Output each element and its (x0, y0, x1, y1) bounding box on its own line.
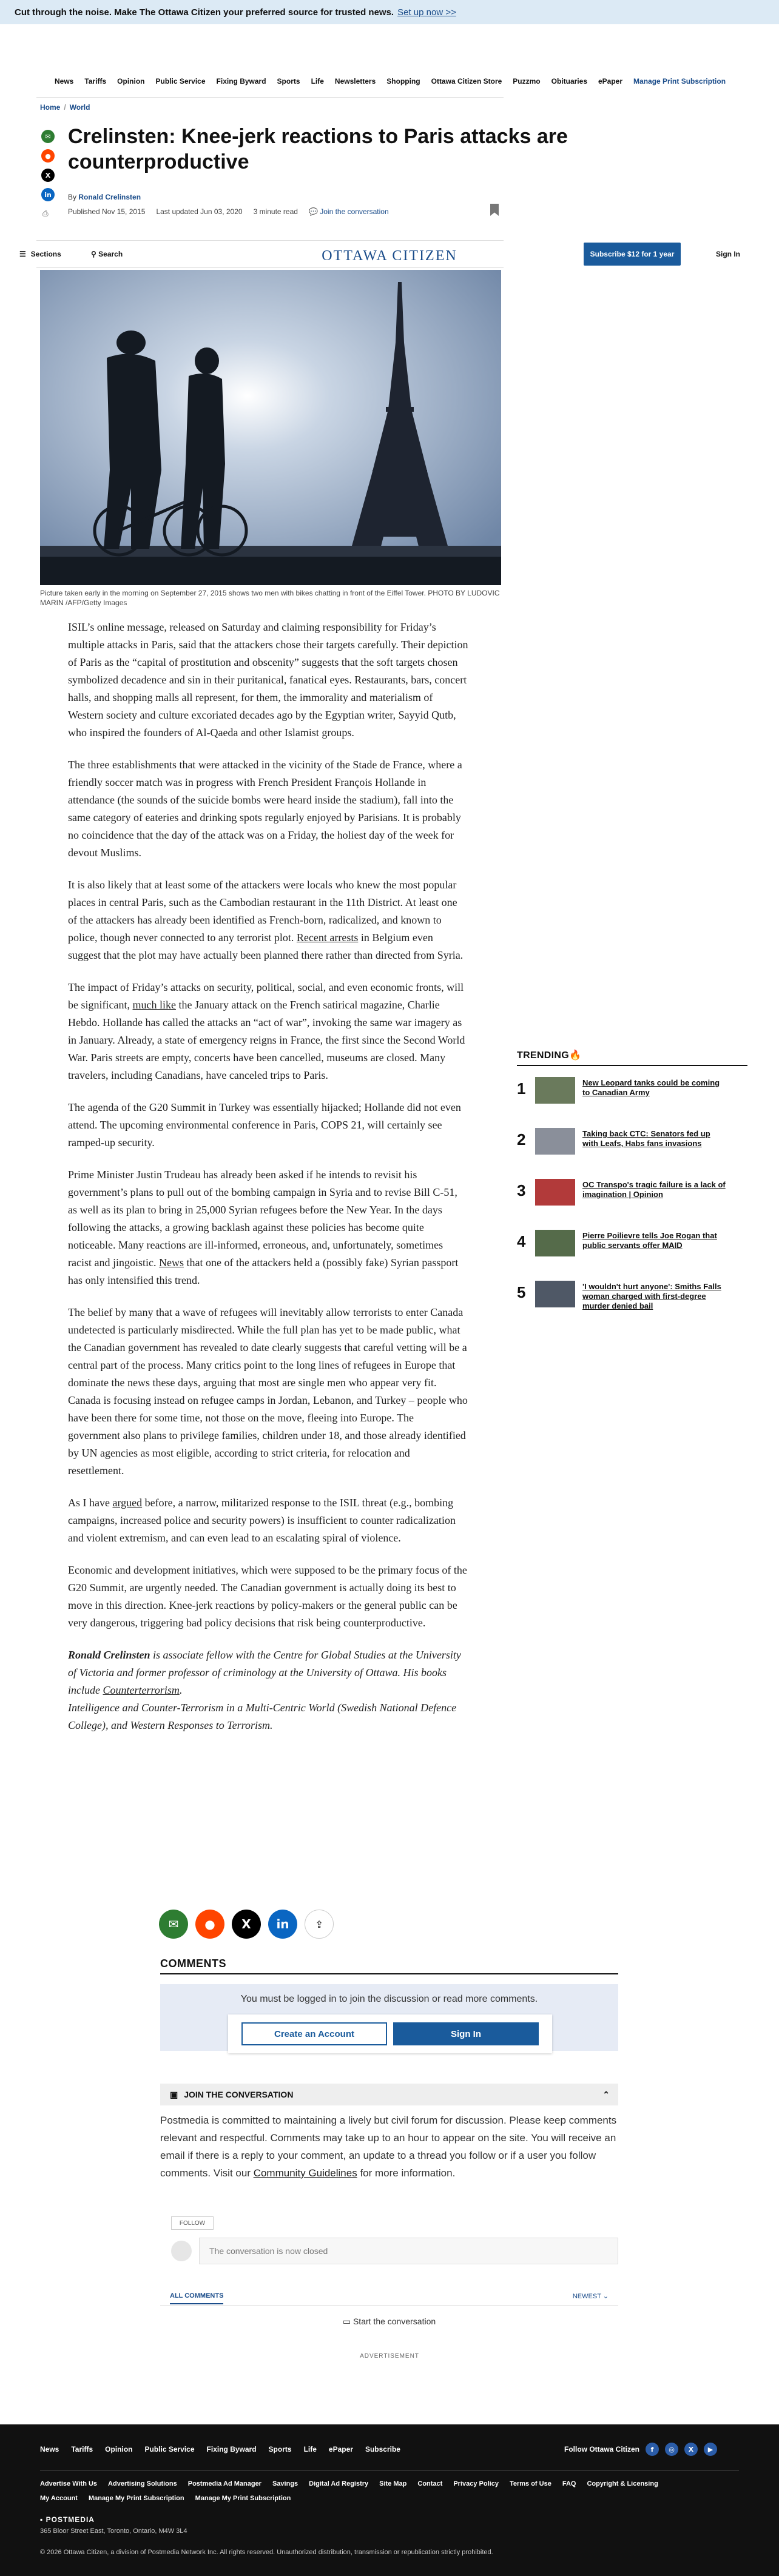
recent-arrests-link[interactable]: Recent arrests (296, 931, 359, 944)
footer-link[interactable]: Terms of Use (509, 2480, 551, 2487)
trending-item[interactable] (517, 1117, 747, 1168)
join-conversation-link[interactable]: 💬 Join the conversation (308, 207, 389, 216)
footer-links (40, 2480, 744, 2502)
paragraph: ISIL’s online message, released on Saturday and claiming responsibility for Friday’s multiple attacks in Paris, said that the attackers chose their targets carefully. Their depiction of Paris as the “capital of prostitution and obscenity” suggests that the soft targets chosen symbolized decadence and sin in their puritanical, fanatical eyes. Restaurants, bars, concert halls, and shopping malls all represent, for them, the immorality and materialism of Western society and culture excoriated decades ago by the Egyptian writer, Sayyid Qutb, who inspired the founders of Al-Qaeda and other Islamist groups. (68, 621, 468, 739)
trending-number: 4 (517, 1232, 526, 1250)
nav-item[interactable]: Ottawa Citizen Store (431, 77, 502, 86)
create-account-button[interactable]: Create an Account (241, 2022, 387, 2045)
author-bio: Ronald Crelinsten is associate fellow with the Centre for Global Studies at the University of Victoria and former professor of criminology at the University of Ottawa. His books include Counterterrorism. Intelligence and Counter-Terrorism in a Multi-Centric World (Swedish National Defence College), and Western Responses to Terrorism. (68, 1649, 461, 1731)
footer-nav-item[interactable]: ePaper (328, 2445, 353, 2454)
breadcrumb (40, 103, 90, 112)
footer-nav-item[interactable]: Tariffs (71, 2445, 93, 2454)
footer-link[interactable]: Advertise With Us (40, 2480, 98, 2487)
read-time: 3 minute read (253, 207, 298, 216)
community-guidelines-link[interactable]: Community Guidelines (253, 2167, 357, 2179)
site-header-bar (0, 241, 779, 267)
footer-nav (40, 2445, 400, 2454)
main-nav (0, 67, 779, 96)
paragraph: The agenda of the G20 Summit in Turkey was essentially hijacked; Hollande did not even attend. The upcoming environmental conference in Paris, COPS 21, will certainly see ramped-up security. (68, 1101, 461, 1149)
footer-link[interactable]: My Account (40, 2495, 78, 2502)
divider (40, 2470, 739, 2471)
trending-item[interactable] (517, 1270, 747, 1321)
trending-thumbnail (535, 1230, 575, 1256)
login-prompt (160, 1984, 618, 2051)
linkedin-share-icon[interactable]: in (41, 188, 55, 201)
paragraph: The belief by many that a wave of refugees will inevitably allow terrorists to enter Canada undetected is particularly misdirected. While the full plan has yet to be made public, what the Canadian government has revealed to date clearly suggests that careful vetting will be a central part of the process. Many critics point to the long lines of refugees in Europe that dominate the news these days, arguing that most are single men who appear very fit. Canada is focusing instead on refugee camps in Jordan, Lebanon, and Turkey – people who have been there for some time, not those on the move, fleeing into Europe. The government also plans to privilege families, children under 18, and those already identified by UN agencies as most eligible, according to strict criteria, for relocation and resettlement. (68, 1306, 468, 1477)
reddit-share-icon[interactable]: ● (41, 149, 55, 163)
footer-link[interactable]: Postmedia Ad Manager (187, 2480, 261, 2487)
login-buttons (228, 2014, 552, 2053)
trending-number: 1 (517, 1079, 526, 1098)
x-share-icon[interactable]: X (232, 1910, 261, 1939)
nav-item[interactable]: Fixing Byward (216, 77, 266, 86)
community-notice: Postmedia is committed to maintaining a lively but civil forum for discussion. Please keep comments relevant and respectful. Comments may take up to an hour to appear on the site. You will receive an email if there is a reply to your comment, an update to a thread you follow or if a user you follow comments. Visit our Community Guidelines for more information. (160, 2115, 617, 2179)
nav-item[interactable]: Tariffs (84, 77, 107, 86)
comment-icon: ▣ (170, 2089, 178, 2099)
comments-sign-in-button[interactable]: Sign In (393, 2022, 539, 2045)
trending-item[interactable] (517, 1168, 747, 1219)
trending-number: 5 (517, 1283, 526, 1301)
linkedin-share-icon[interactable]: in (268, 1910, 297, 1939)
trending-headline[interactable]: OC Transpo's tragic failure is a lack of imagination | Opinion (582, 1180, 726, 1199)
trending-widget (517, 1049, 747, 1321)
breadcrumb-separator: / (64, 103, 66, 112)
comment-icon: 💬 (308, 207, 318, 216)
email-share-icon[interactable]: ✉ (159, 1910, 188, 1939)
byline-prefix: By (68, 193, 77, 201)
nav-item[interactable]: News (55, 77, 74, 86)
join-title: JOIN THE CONVERSATION (184, 2090, 294, 2099)
nav-manage-subscription[interactable]: Manage Print Subscription (633, 77, 726, 86)
author-link[interactable]: Ronald Crelinsten (78, 193, 141, 201)
avatar (171, 2241, 192, 2261)
search-icon: ⚲ (91, 250, 96, 258)
paragraph: Prime Minister Justin Trudeau has already been asked if he intends to revisit his government’s plans to pull out of the bombing campaign in Syria and to revise Bill C-51, as well as its plan to bring in 25,000 Syrian refugees before the New Year. In the days following the attacks, a growing backlash against these policies has become quite noticeable. Many reactions are ill-informed, erroneous, and, unfortunately, sometimes racist and jingoistic. News that one of the attackers held a (possibly fake) Syrian passport has only intensified this trend. (68, 1169, 459, 1286)
email-share-icon[interactable]: ✉ (41, 130, 55, 143)
banner-setup-link[interactable]: Set up now >> (397, 7, 456, 18)
trending-headline[interactable]: Pierre Poilievre tells Joe Rogan that public servants offer MAID (582, 1231, 717, 1250)
footer-link[interactable]: Manage My Print Subscription (195, 2495, 291, 2502)
news-link[interactable]: News (158, 1256, 184, 1269)
divider (36, 97, 504, 98)
paragraph: The three establishments that were attacked in the vicinity of the Stade de France, where a friendly soccer match was in progress with French President François Hollande in attendance (the sounds of the suicide bombs were heard inside the stadium), fall into the same category of eateries and drinking spots regularly enjoyed by Parisians. It is probably no coincidence that the day of the attack was on a Friday, the holiest day of the week for devout Muslims. (68, 759, 462, 859)
counterterrorism-link[interactable]: Counterterrorism (103, 1684, 180, 1696)
article-title: Crelinsten: Knee-jerk reactions to Paris attacks are counterproductive (68, 125, 568, 173)
footer-link[interactable]: FAQ (562, 2480, 576, 2487)
footer-link[interactable]: Site Map (379, 2480, 407, 2487)
trending-item[interactable] (517, 1066, 747, 1117)
divider (160, 1973, 618, 1974)
byline (68, 193, 141, 201)
advertisement-label: ADVERTISEMENT (360, 2353, 419, 2360)
chevron-up-icon[interactable]: ⌃ (602, 2089, 610, 2099)
image-caption: Picture taken early in the morning on September 27, 2015 shows two men with bikes chatting in front of the Eiffel Tower. PHOTO BY LUDOVIC MARIN /AFP/Getty Images (40, 589, 500, 607)
footer-copyright: © 2026 Ottawa Citizen, a division of Postmedia Network Inc. All rights reserved. Unauthorized distribution, transmission or republication strictly prohibited. (40, 2549, 493, 2556)
footer-address: 365 Bloor Street East, Toronto, Ontario, M4W 3L4 (40, 2527, 187, 2535)
updated-date: Last updated Jun 03, 2020 (156, 207, 243, 216)
menu-icon: ☰ (19, 250, 26, 258)
follow-label: Follow Ottawa Citizen (564, 2445, 640, 2454)
footer-nav-item[interactable]: Opinion (105, 2445, 133, 2454)
postmedia-icon: ▪ (40, 2515, 44, 2524)
x-share-icon[interactable]: X (41, 169, 55, 182)
instagram-icon[interactable]: ◎ (665, 2443, 678, 2456)
chevron-down-icon: ⌄ (602, 2293, 609, 2300)
print-icon[interactable]: ⎙ (42, 209, 49, 218)
comment-icon: ▭ (342, 2316, 351, 2326)
sections-button[interactable]: ☰ Sections (19, 250, 61, 258)
trending-thumbnail (535, 1077, 575, 1104)
youtube-icon[interactable]: ▶ (704, 2443, 717, 2456)
footer-nav-item[interactable]: News (40, 2445, 59, 2454)
share-buttons (159, 1910, 334, 1939)
site-footer (0, 2424, 779, 2576)
trending-number: 2 (517, 1130, 526, 1149)
nav-item[interactable]: Obituaries (551, 77, 587, 86)
trending-thumbnail (535, 1128, 575, 1155)
banner-text: Cut through the noise. Make The Ottawa Citizen your preferred source for trusted news. (15, 7, 394, 18)
x-icon[interactable]: X (684, 2443, 698, 2456)
bookmark-icon[interactable] (490, 204, 499, 216)
comments-heading: COMMENTS (160, 1957, 226, 1970)
bio-author-name: Ronald Crelinsten (68, 1649, 150, 1661)
login-message: You must be logged in to join the discussion or read more comments. (240, 1994, 538, 2004)
footer-nav-item[interactable]: Sports (268, 2445, 292, 2454)
fire-icon: 🔥 (568, 1050, 582, 1061)
footer-link[interactable]: Savings (272, 2480, 298, 2487)
trending-headline[interactable]: New Leopard tanks could be coming to Canadian Army (582, 1078, 720, 1097)
search-button[interactable]: ⚲ Search (91, 250, 123, 258)
breadcrumb-home[interactable]: Home (40, 103, 61, 112)
footer-link[interactable]: Advertising Solutions (108, 2480, 177, 2487)
trending-headline[interactable]: 'I wouldn't hurt anyone': Smiths Falls woman charged with first-degree murder denied bail (582, 1282, 721, 1310)
nav-item[interactable]: Newsletters (334, 77, 376, 86)
top-banner (0, 0, 779, 24)
published-date: Published Nov 15, 2015 (68, 207, 146, 216)
paragraph: The impact of Friday’s attacks on security, political, social, and even economic fronts, will be significant, much like the January attack on the French satirical magazine, Charlie Hebdo. Hollande has called the attacks an “act of war”, invoking the same war imagery as in January. Already, a state of emergency reigns in France, the first since the Second World War. Paris streets are empty, concerts have been cancelled, museums are closed. Many travelers, including Canadians, have canceled trips to Paris. (68, 981, 465, 1081)
article-body (68, 619, 468, 1749)
trending-thumbnail (535, 1179, 575, 1206)
tab-all-comments[interactable]: ALL COMMENTS (170, 2292, 223, 2304)
join-conversation-bar[interactable] (160, 2084, 618, 2105)
paragraph: As I have argued before, a narrow, militarized response to the ISIL threat (e.g., bombing campaigns, increased police and security powers) is insufficient to counter radicalization and violent extremism, and can even lead to an escalating spiral of violence. (68, 1497, 456, 1544)
trending-headline[interactable]: Taking back CTC: Senators fed up with Leafs, Habs fans invasions (582, 1129, 710, 1148)
footer-nav-item[interactable]: Fixing Byward (206, 2445, 257, 2454)
comment-tabs (160, 2289, 618, 2306)
sort-newest[interactable]: NEWEST ⌄ (572, 2293, 609, 2300)
footer-link[interactable]: Manage My Print Subscription (88, 2495, 184, 2502)
paragraph: It is also likely that at least some of the attackers were locals who knew the most popular places in central Paris, such as the Cambodian restaurant in the 11th District. At least one of the attackers has already been identified as French-born, radicalized, and known to police, though never connected to any terrorist plot. Recent arrests in Belgium even suggest that the plot may have actually been planned there rather than directed from Syria. (68, 879, 464, 961)
nav-item[interactable]: Sports (277, 77, 300, 86)
nav-item[interactable]: Puzzmo (513, 77, 541, 86)
footer-link[interactable]: Contact (417, 2480, 443, 2487)
start-conversation[interactable]: ▭ Start the conversation (342, 2316, 436, 2326)
breadcrumb-world[interactable]: World (69, 103, 90, 112)
site-logo[interactable]: OTTAWA CITIZEN (322, 248, 457, 264)
subscribe-button[interactable]: Subscribe $12 for 1 year (584, 243, 681, 266)
postmedia-logo: ▪ POSTMEDIA (40, 2515, 95, 2524)
argued-link[interactable]: argued (112, 1497, 143, 1509)
article-meta (68, 207, 389, 216)
paragraph: Economic and development initiatives, which were supposed to be the primary focus of the G20 Summit, are urgently needed. The Canadian government is actually doing its best to move in this direction. Knee-jerk reactions by policy-makers or the general public can be very dangerous, triggering bad policy decisions that risk being counterproductive. (68, 1564, 467, 1629)
sign-in-link[interactable]: Sign In (716, 250, 740, 258)
trending-number: 3 (517, 1181, 526, 1199)
footer-link[interactable]: Copyright & Licensing (587, 2480, 658, 2487)
footer-link[interactable]: Privacy Policy (453, 2480, 499, 2487)
nav-item[interactable]: ePaper (598, 77, 623, 86)
nav-item[interactable]: Opinion (117, 77, 145, 86)
comment-composer (171, 2238, 618, 2264)
facebook-icon[interactable]: f (646, 2443, 659, 2456)
nav-item[interactable]: Shopping (386, 77, 420, 86)
closed-message: The conversation is now closed (199, 2238, 618, 2264)
trending-title: TRENDING🔥 (517, 1050, 582, 1061)
follow-button[interactable]: FOLLOW (171, 2216, 214, 2230)
share-column (41, 130, 55, 201)
reddit-share-icon[interactable]: ● (195, 1910, 224, 1939)
footer-link[interactable]: Digital Ad Registry (309, 2480, 369, 2487)
trending-item[interactable] (517, 1219, 747, 1270)
footer-follow (564, 2443, 717, 2456)
much-like-link[interactable]: much like (132, 999, 176, 1011)
footer-nav-item[interactable]: Public Service (144, 2445, 195, 2454)
divider (36, 267, 504, 268)
nav-item[interactable]: Public Service (155, 77, 206, 86)
hero-image (40, 270, 501, 585)
more-share-icon[interactable]: ⇪ (305, 1910, 334, 1939)
footer-nav-item[interactable]: Life (303, 2445, 317, 2454)
nav-item[interactable]: Life (311, 77, 324, 86)
footer-nav-item[interactable]: Subscribe (365, 2445, 400, 2454)
eiffel-tower-photo (40, 270, 501, 585)
trending-thumbnail (535, 1281, 575, 1307)
